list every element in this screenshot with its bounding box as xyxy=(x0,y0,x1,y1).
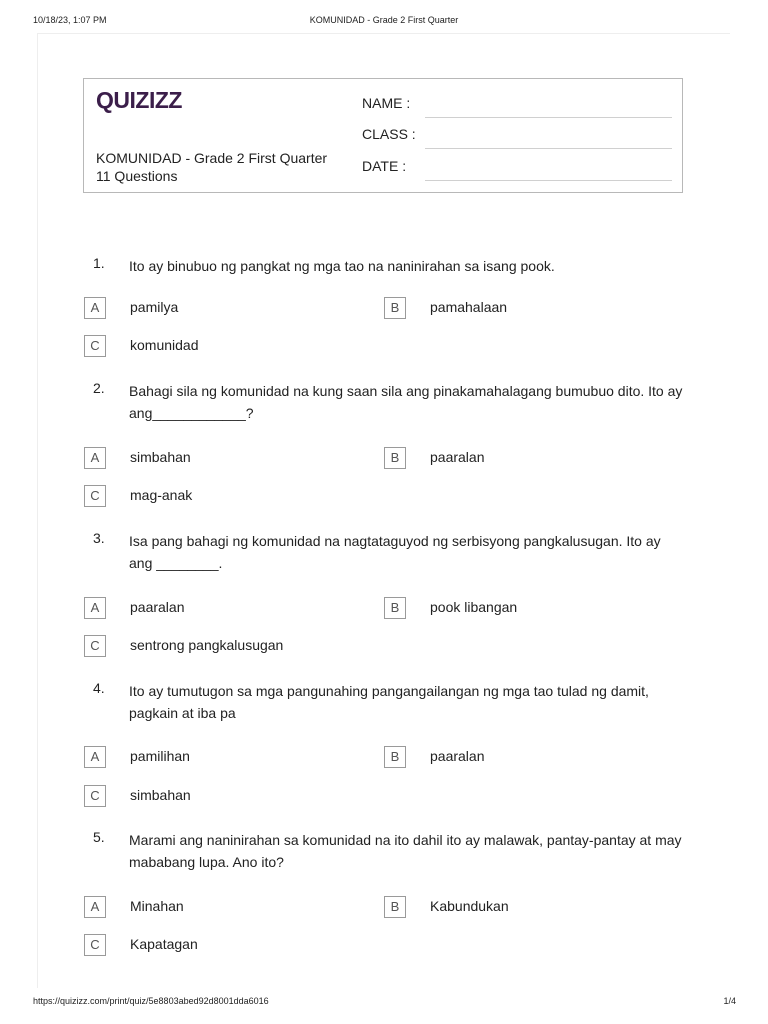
option-letter-box: C xyxy=(84,335,106,357)
option-letter-box: C xyxy=(84,785,106,807)
option-letter-box: B xyxy=(384,447,406,469)
page-border-left xyxy=(37,33,38,988)
option-letter-box: A xyxy=(84,896,106,918)
option-letter-box: C xyxy=(84,934,106,956)
print-datetime: 10/18/23, 1:07 PM xyxy=(33,15,107,25)
option-text: simbahan xyxy=(130,449,191,465)
option-text: sentrong pangkalusugan xyxy=(130,637,284,653)
option-letter-box: B xyxy=(384,896,406,918)
option-letter-box: A xyxy=(84,297,106,319)
question-count: 11 Questions xyxy=(96,168,178,184)
question-text: Isa pang bahagi ng komunidad na nagtataguyod ng serbisyong pangkalusugan. Ito ay ang ________. xyxy=(129,533,661,571)
option-text: komunidad xyxy=(130,337,199,353)
option-text: Kabundukan xyxy=(430,898,509,914)
print-url[interactable]: https://quizizz.com/print/quiz/5e8803abed92d8001dda6016 xyxy=(33,996,269,1006)
option-letter-box: C xyxy=(84,485,106,507)
print-title: KOMUNIDAD - Grade 2 First Quarter xyxy=(309,15,459,25)
option-text: paaralan xyxy=(130,599,185,615)
option-text: pook libangan xyxy=(430,599,518,615)
class-label: CLASS : xyxy=(362,126,416,142)
name-field[interactable] xyxy=(362,95,672,119)
question-text: Marami ang naninirahan sa komunidad na ito dahil ito ay malawak, pantay-pantay at may mababang lupa. Ano ito? xyxy=(129,832,682,870)
option-letter-box: C xyxy=(84,635,106,657)
class-line xyxy=(425,148,672,149)
date-label: DATE : xyxy=(362,158,407,174)
option-text: paaralan xyxy=(430,449,485,465)
question-number: 5. xyxy=(93,829,105,845)
option-letter-box: B xyxy=(384,297,406,319)
quiz-title: KOMUNIDAD - Grade 2 First Quarter xyxy=(96,150,328,166)
date-line xyxy=(425,180,672,181)
option-letter-box: B xyxy=(384,746,406,768)
option-text: pamahalaan xyxy=(430,299,508,315)
quizizz-logo: QUIZIZZ xyxy=(96,87,182,113)
name-line xyxy=(425,117,672,118)
option-text: pamilya xyxy=(130,299,179,315)
name-label: NAME : xyxy=(362,95,411,111)
option-text: Kapatagan xyxy=(130,936,198,952)
option-text: pamilihan xyxy=(130,748,190,764)
option-text: Minahan xyxy=(130,898,184,914)
option-text: paaralan xyxy=(430,748,485,764)
question-text: Ito ay tumutugon sa mga pangunahing pangangailangan ng mga tao tulad ng damit, pagkain at iba pa xyxy=(129,683,649,721)
question-text: Bahagi sila ng komunidad na kung saan sila ang pinakamahalagang bumubuo dito. Ito ay ang____________? xyxy=(129,383,683,421)
page-border-top xyxy=(37,33,730,34)
page-number: 1/4 xyxy=(723,996,736,1006)
option-letter-box: A xyxy=(84,447,106,469)
option-text: mag-anak xyxy=(130,487,193,503)
date-field[interactable] xyxy=(362,158,672,182)
option-letter-box: A xyxy=(84,597,106,619)
option-letter-box: B xyxy=(384,597,406,619)
option-text: simbahan xyxy=(130,787,191,803)
quiz-info-card xyxy=(83,78,683,193)
question-number: 1. xyxy=(93,255,105,271)
class-field[interactable] xyxy=(362,126,672,150)
question-number: 3. xyxy=(93,530,105,546)
question-number: 2. xyxy=(93,380,105,396)
option-letter-box: A xyxy=(84,746,106,768)
question-text: Ito ay binubuo ng pangkat ng mga tao na naninirahan sa isang pook. xyxy=(129,258,555,274)
question-number: 4. xyxy=(93,680,105,696)
